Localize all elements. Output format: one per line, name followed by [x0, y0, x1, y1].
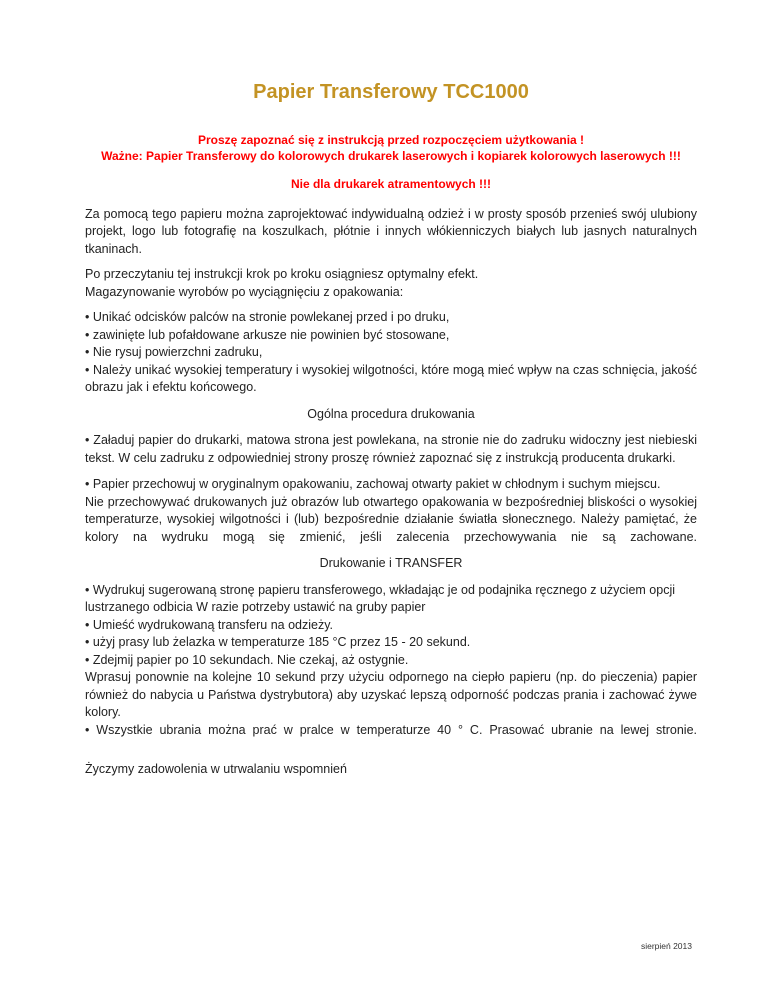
bullet-store-paper: • Papier przechowuj w oryginalnym opakowaniu, zachowaj otwarty pakiet w chłodnym i suchym miejscu.: [85, 477, 661, 491]
storage-bullet-folded-sheets: • zawinięte lub pofałdowane arkusze nie powinien być stosowane,: [85, 327, 450, 342]
intro-lead-line-effect: Po przeczytaniu tej instrukcji krok po kroku osiągniesz optymalny efekt.: [85, 267, 479, 281]
storage-bullet-no-drawing: • Nie rysuj powierzchni zadruku,: [85, 345, 263, 359]
warning-line-read-instructions: Proszę zapoznać się z instrukcją przed rozpoczęciem użytkowania !: [197, 133, 585, 147]
intro-lead-block: [85, 266, 697, 301]
transfer-bullet-press-temperature: • użyj prasy lub żelazka w temperaturze 185 °C przez 15 - 20 sekund.: [85, 635, 471, 649]
page-title: Papier Transferowy TCC1000: [253, 81, 529, 103]
transfer-bullet-remove-paper: • Zdejmij papier po 10 sekundach. Nie czekaj, aż ostygnie.: [85, 652, 409, 667]
press-again-paragraph: Wprasuj ponownie na kolejne 10 sekund przy użyciu odpornego na ciepło papieru (np. do pieczenia) papier również do nabycia u Państwa dystrybutora) aby uzyskać lepszą odporność podczas prania i zachować żywe kolory.: [85, 670, 697, 719]
document-content: [85, 80, 697, 779]
warning-block: [85, 133, 697, 193]
intro-lead-line-storage: Magazynowanie wyrobów po wyciągnięciu z opakowania:: [85, 284, 404, 299]
transfer-bullet-print-mirrored: • Wydrukuj sugerowaną stronę papieru transferowego, wkładając je od podajnika ręcznego z użyciem opcji lustrzanego odbicia W razie potrzeby ustawić na gruby papier: [85, 582, 675, 614]
washing-bullet: • Wszystkie ubrania można prać w pralce w temperaturze 40 ° C. Prasować ubranie na lewej stronie.: [85, 722, 697, 737]
warning-line-laser-printers: Ważne: Papier Transferowy do kolorowych drukarek laserowych i kopiarek kolorowych laserowych !!!: [101, 148, 681, 163]
transfer-bullet-place-on-clothing: • Umieść wydrukowaną transferu na odzieży.: [85, 617, 333, 632]
section-heading-transfer: Drukowanie i TRANSFER: [319, 556, 463, 570]
storage-bullet-fingerprints: • Unikać odcisków palców na stronie powlekanej przed i po druku,: [85, 310, 450, 324]
closing-line: Życzymy zadowolenia w utrwalaniu wspomnień: [85, 762, 347, 776]
storage-bullet-list: [85, 309, 697, 397]
footer-date: sierpień 2013: [640, 941, 692, 951]
storage-conditions-block: [85, 476, 697, 546]
bullet-load-paper: • Załaduj papier do drukarki, matowa strona jest powlekana, na stronie nie do zadruku widoczny jest niebieski tekst. W celu zadruku z odpowiedniej strony proszę również zapoznać się z instrukcją producenta drukarki.: [85, 433, 697, 465]
storage-bullet-temperature: • Należy unikać wysokiej temperatury i wysokiej wilgotności, które mogą mieć wpływ na czas schnięcia, jakość obrazu jak i efektu końcowego.: [85, 362, 697, 394]
intro-paragraph: Za pomocą tego papieru można zaprojektować indywidualną odzież i w prosty sposób przenieś swój ulubiony projekt, logo lub fotografię na koszulkach, płótnie i innych włókienniczych białych lub jasnych naturalnych tkaninach.: [85, 206, 697, 256]
storage-conditions-paragraph: Nie przechowywać drukowanych już obrazów lub otwartego opakowania w bezpośredniej bliskości o wysokiej temperaturze, wysokiej wilgotności i (lub) bezpośrednie działanie światła słonecznego. Należy pamiętać, że kolory na wydruku mogą się zmienić, jeśli zalecenia przechowywania nie są zachowane.: [85, 494, 697, 544]
transfer-bullet-list: [85, 582, 697, 740]
section-heading-general-procedure: Ogólna procedura drukowania: [307, 406, 475, 421]
warning-line-no-inkjet: Nie dla drukarek atramentowych !!!: [290, 177, 492, 191]
